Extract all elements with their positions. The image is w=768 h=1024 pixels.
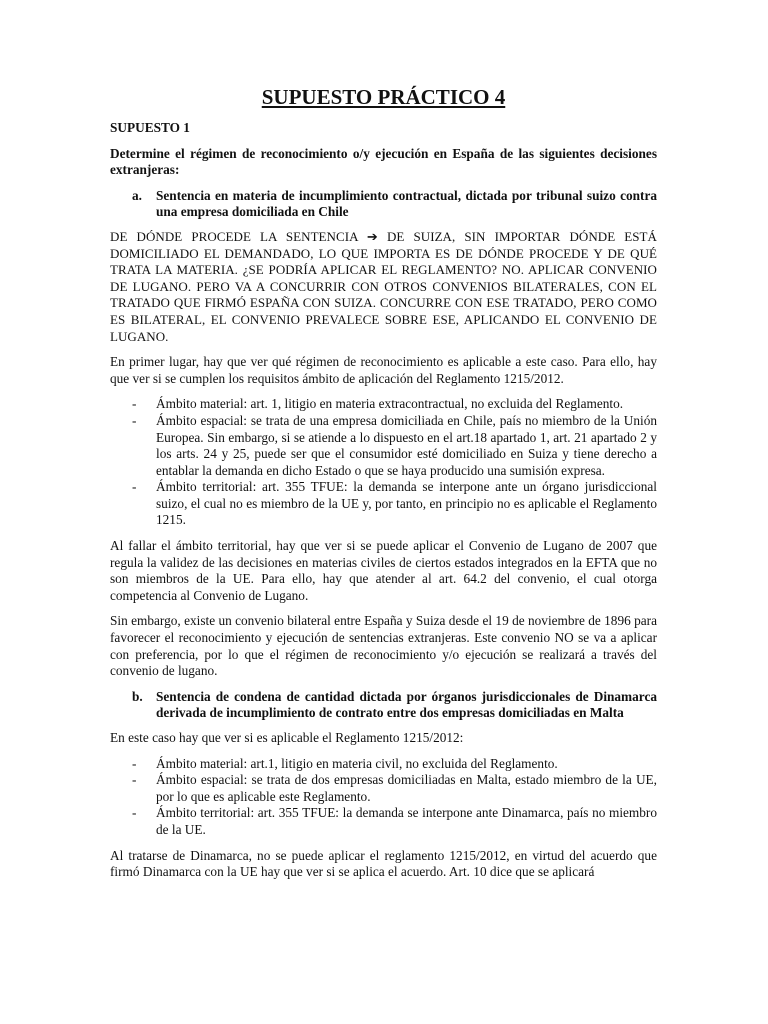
dash-marker: - xyxy=(132,396,137,412)
list-b xyxy=(110,756,657,839)
paragraph-b2: Al tratarse de Dinamarca, no se puede aplicar el reglamento 1215/2012, en virtud del acuerdo que firmó Dinamarca con la UE hay que ver si se aplica el acuerdo. Art. 10 dice que se aplicará xyxy=(110,847,657,880)
list-item xyxy=(110,479,657,529)
list-a xyxy=(110,396,657,529)
caps-paragraph: DE DÓNDE PROCEDE LA SENTENCIA ➔ DE SUIZA, SIN IMPORTAR DÓNDE ESTÁ DOMICILIADO EL DEMANDADO, LO QUE IMPORTA ES DE DÓNDE PROCEDE Y DE QUÉ TRATA LA MATERIA. ¿SE PODRÍA APLICAR EL REGLAMENTO? NO. APLICAR CONVENIO DE LUGANO. PERO VA A CONCURRIR CON OTROS CONVENIOS BILATERALES, CON EL TRATADO QUE FIRMÓ ESPAÑA CON SUIZA. CONCURRE CON ESE TRATADO, PERO COMO ES BILATERAL, EL CONVENIO PREVALECE SOBRE ESE, APLICANDO EL CONVENIO DE LUGANO. xyxy=(110,228,657,344)
case-a-item xyxy=(110,188,657,221)
document-body xyxy=(110,84,657,890)
page-title: SUPUESTO PRÁCTICO 4 xyxy=(261,85,506,109)
list-item-text: Ámbito espacial: se trata de una empresa domiciliada en Chile, país no miembro de la Unión Europea. Sin embargo, si se atiende a lo dispuesto en el art.18 apartado 1, art. 21 apartado 2 y los arts. 24 y 25, puede ser que el consumidor esté domiciliado en Suiza y tiene derecho a entablar la demanda en dicho Estado o que se haya producido una sumisión expresa. xyxy=(156,412,657,478)
paragraph-a2: Al fallar el ámbito territorial, hay que ver si se puede aplicar el Convenio de Lugano de 2007 que regula la validez de las decisiones en materias civiles de ciertos estados integrados en la EFTA que no son miembros de la UE. Para ello, hay que atender al art. 64.2 del convenio, el cual otorga competencia al Convenio de Lugano. xyxy=(110,538,657,603)
section-heading: SUPUESTO 1 xyxy=(110,120,190,135)
list-item-text: Ámbito territorial: art. 355 TFUE: la demanda se interpone ante un órgano jurisdiccional suizo, el cual no es miembro de la UE y, por tanto, en principio no es aplicable el Reglamento 1215. xyxy=(156,479,657,528)
dash-marker: - xyxy=(132,805,137,821)
case-b-letter: b. xyxy=(132,688,143,704)
dash-marker: - xyxy=(132,412,137,428)
case-b-text: Sentencia de condena de cantidad dictada por órganos jurisdiccionales de Dinamarca derivada de incumplimiento de contrato entre dos empresas domiciliadas en Malta xyxy=(156,688,657,721)
dash-marker: - xyxy=(132,772,137,788)
intro-paragraph: Determine el régimen de reconocimiento o/y ejecución en España de las siguientes decisiones extranjeras: xyxy=(110,145,657,178)
dash-marker: - xyxy=(132,755,137,771)
case-a-letter: a. xyxy=(132,187,142,203)
list-item xyxy=(110,772,657,805)
list-item-text: Ámbito material: art. 1, litigio en materia extracontractual, no excluida del Reglamento. xyxy=(156,396,624,412)
list-item-text: Ámbito material: art.1, litigio en materia civil, no excluida del Reglamento. xyxy=(156,755,558,771)
list-item xyxy=(110,413,657,479)
list-item xyxy=(110,805,657,838)
paragraph-b1: En este caso hay que ver si es aplicable el Reglamento 1215/2012: xyxy=(110,730,464,745)
paragraph-a3: Sin embargo, existe un convenio bilateral entre España y Suiza desde el 19 de noviembre de 1896 para favorecer el reconocimiento y ejecución de sentencias extranjeras. Este convenio NO se va a aplicar con preferencia, por lo que el régimen de reconocimiento y/o ejecución se realizará a través del convenio de lugano. xyxy=(110,613,657,679)
list-item-text: Ámbito espacial: se trata de dos empresas domiciliadas en Malta, estado miembro de la UE, por lo que es aplicable este Reglamento. xyxy=(156,772,657,804)
case-a-text: Sentencia en materia de incumplimiento contractual, dictada por tribunal suizo contra una empresa domiciliada en Chile xyxy=(156,187,657,220)
list-item xyxy=(110,756,657,773)
paragraph-a1: En primer lugar, hay que ver qué régimen de reconocimiento es aplicable a este caso. Para ello, hay que ver si se cumplen los requisitos ámbito de aplicación del Reglamento 1215/2012. xyxy=(110,354,657,386)
list-item-text: Ámbito territorial: art. 355 TFUE: la demanda se interpone ante Dinamarca, país no miembro de la UE. xyxy=(156,805,657,837)
dash-marker: - xyxy=(132,479,137,495)
case-b-item xyxy=(110,689,657,722)
list-item xyxy=(110,396,657,413)
